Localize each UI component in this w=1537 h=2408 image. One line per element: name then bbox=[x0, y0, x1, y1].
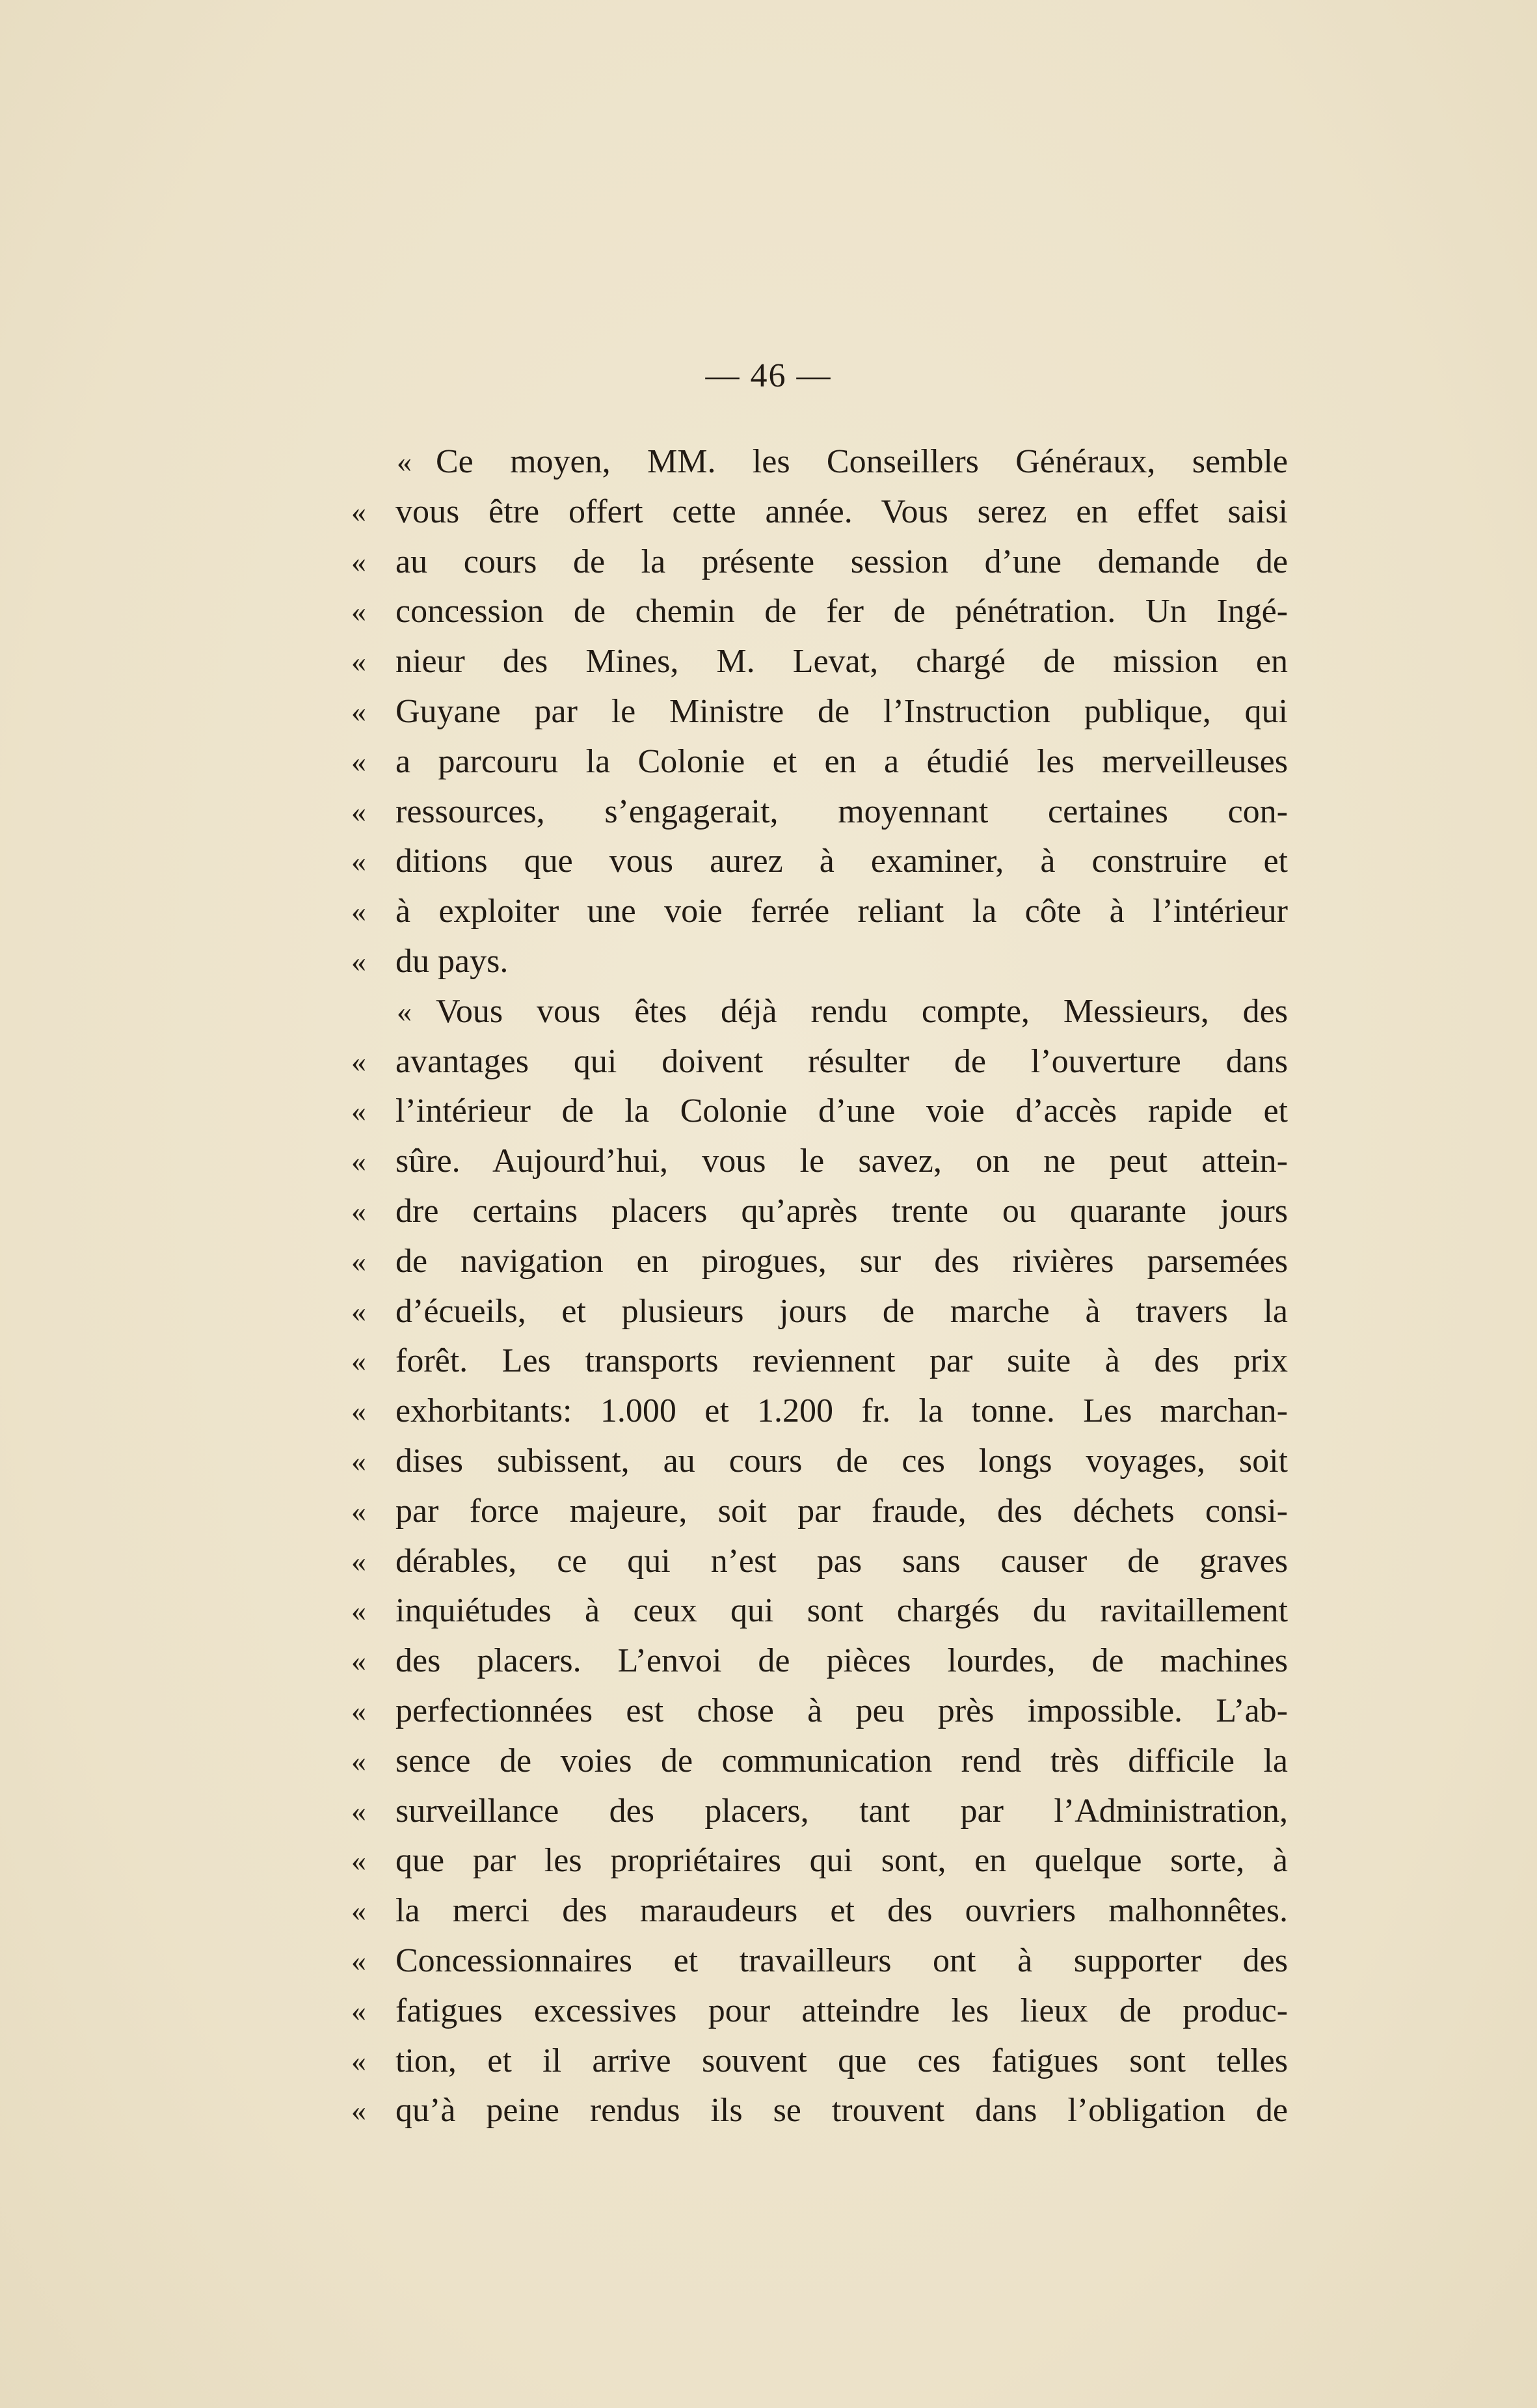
text-line bbox=[351, 1336, 1288, 1387]
quote-mark: « bbox=[351, 1644, 366, 1678]
quote-mark: « bbox=[351, 1194, 366, 1228]
line-text: l’intérieur de la Colonie d’une voie d’accès rapide et bbox=[395, 1092, 1288, 1130]
quote-mark: « bbox=[351, 1994, 366, 2027]
quote-mark: « bbox=[351, 494, 366, 528]
text-line bbox=[351, 1686, 1288, 1737]
line-text: Vous vous êtes déjà rendu compte, Messieurs, des bbox=[436, 992, 1288, 1030]
line-text: vous être offert cette année. Vous serez en effet saisi bbox=[395, 493, 1288, 530]
text-line bbox=[351, 1087, 1288, 1137]
text-line bbox=[351, 1586, 1288, 1636]
text-line bbox=[351, 1487, 1288, 1537]
line-text: ditions que vous aurez à examiner, à construire et bbox=[395, 843, 1288, 880]
text-line bbox=[351, 837, 1288, 887]
text-line bbox=[351, 587, 1288, 637]
quote-mark: « bbox=[351, 1744, 366, 1778]
line-text: au cours de la présente session d’une demande de bbox=[395, 543, 1288, 580]
text-line bbox=[351, 1287, 1288, 1337]
text-line bbox=[351, 537, 1288, 588]
line-text: fatigues excessives pour atteindre les lieux de produc- bbox=[395, 1992, 1288, 2029]
line-text: qu’à peine rendus ils se trouvent dans l’obligation de bbox=[395, 2092, 1288, 2130]
text-line bbox=[351, 2036, 1288, 2087]
text-line bbox=[351, 637, 1288, 687]
quote-mark: « bbox=[351, 1444, 366, 1478]
line-text: Concessionnaires et travailleurs ont à supporter des bbox=[395, 1941, 1288, 1979]
quote-mark: « bbox=[351, 744, 366, 778]
line-text: dre certains placers qu’après trente ou quarante jours bbox=[395, 1192, 1288, 1230]
text-line bbox=[351, 1437, 1288, 1487]
line-text: la merci des maraudeurs et des ouvriers malhonnêtes. bbox=[395, 1892, 1288, 1930]
text-line bbox=[351, 1387, 1288, 1437]
text-line bbox=[351, 987, 1288, 1037]
text-line bbox=[351, 1037, 1288, 1087]
body-text bbox=[351, 437, 1288, 2136]
text-line bbox=[351, 1237, 1288, 1287]
quote-mark: « bbox=[351, 895, 366, 928]
line-text: dérables, ce qui n’est pas sans causer de graves bbox=[395, 1542, 1288, 1580]
line-text: sence de voies de communication rend très difficile la bbox=[395, 1742, 1288, 1779]
text-line bbox=[351, 1137, 1288, 1187]
quote-mark: « bbox=[397, 445, 412, 478]
line-text: que par les propriétaires qui sont, en quelque sorte, à bbox=[395, 1842, 1288, 1880]
line-text: dises subissent, au cours de ces longs voyages, soit bbox=[395, 1442, 1288, 1480]
text-line bbox=[351, 1737, 1288, 1787]
quote-mark: « bbox=[351, 1894, 366, 1928]
quote-mark: « bbox=[351, 1694, 366, 1727]
text-line bbox=[351, 1936, 1288, 1986]
line-text: nieur des Mines, M. Levat, chargé de mission en bbox=[395, 643, 1288, 681]
text-line bbox=[351, 1537, 1288, 1587]
text-line bbox=[351, 2086, 1288, 2136]
line-text: a parcouru la Colonie et en a étudié les merveilleuses bbox=[395, 742, 1288, 780]
quote-mark: « bbox=[351, 645, 366, 679]
quote-mark: « bbox=[351, 2044, 366, 2077]
quote-mark: « bbox=[351, 1394, 366, 1428]
line-text: du pays. bbox=[395, 942, 509, 980]
text-line bbox=[351, 1636, 1288, 1686]
line-text: ressources, s’engagerait, moyennant certaines con- bbox=[395, 792, 1288, 830]
text-line bbox=[351, 1787, 1288, 1837]
line-text: d’écueils, et plusieurs jours de marche à travers la bbox=[395, 1292, 1288, 1330]
quote-mark: « bbox=[351, 694, 366, 728]
quote-mark: « bbox=[351, 944, 366, 978]
line-text: exhorbitants: 1.000 et 1.200 fr. la tonne. Les marchan- bbox=[395, 1392, 1288, 1430]
line-text: forêt. Les transports reviennent par suite à des prix bbox=[395, 1342, 1288, 1380]
text-line bbox=[351, 487, 1288, 537]
quote-mark: « bbox=[397, 994, 412, 1028]
quote-mark: « bbox=[351, 1844, 366, 1878]
quote-mark: « bbox=[351, 1794, 366, 1828]
quote-mark: « bbox=[351, 794, 366, 828]
text-line bbox=[351, 737, 1288, 787]
quote-mark: « bbox=[351, 1044, 366, 1078]
text-line bbox=[351, 787, 1288, 837]
quote-mark: « bbox=[351, 1494, 366, 1528]
quote-mark: « bbox=[351, 2094, 366, 2128]
quote-mark: « bbox=[351, 1344, 366, 1378]
page-number: — 46 — bbox=[705, 357, 832, 394]
line-text: par force majeure, soit par fraude, des déchets consi- bbox=[395, 1492, 1288, 1530]
text-line bbox=[351, 1187, 1288, 1237]
text-line bbox=[351, 937, 1288, 987]
quote-mark: « bbox=[351, 1594, 366, 1628]
quote-mark: « bbox=[351, 845, 366, 878]
line-text: à exploiter une voie ferrée reliant la côte à l’intérieur bbox=[395, 893, 1288, 930]
quote-mark: « bbox=[351, 1244, 366, 1278]
line-text: Ce moyen, MM. les Conseillers Généraux, semble bbox=[436, 443, 1288, 480]
line-text: Guyane par le Ministre de l’Instruction publique, qui bbox=[395, 692, 1288, 730]
quote-mark: « bbox=[351, 1544, 366, 1578]
line-text: inquiétudes à ceux qui sont chargés du ravitaillement bbox=[395, 1592, 1288, 1630]
quote-mark: « bbox=[351, 1144, 366, 1178]
text-line bbox=[351, 437, 1288, 487]
text-line bbox=[351, 887, 1288, 937]
text-line bbox=[351, 687, 1288, 737]
line-text: des placers. L’envoi de pièces lourdes, de machines bbox=[395, 1642, 1288, 1680]
text-line bbox=[351, 1986, 1288, 2036]
quote-mark: « bbox=[351, 545, 366, 578]
text-line bbox=[351, 1886, 1288, 1936]
line-text: avantages qui doivent résulter de l’ouverture dans bbox=[395, 1042, 1288, 1080]
line-text: de navigation en pirogues, sur des rivières parsemées bbox=[395, 1242, 1288, 1280]
text-line bbox=[351, 1836, 1288, 1886]
line-text: perfectionnées est chose à peu près impossible. L’ab- bbox=[395, 1692, 1288, 1729]
quote-mark: « bbox=[351, 1094, 366, 1128]
line-text: sûre. Aujourd’hui, vous le savez, on ne peut attein- bbox=[395, 1143, 1288, 1180]
line-text: tion, et il arrive souvent que ces fatigues sont telles bbox=[395, 2042, 1288, 2079]
line-text: surveillance des placers, tant par l’Administration, bbox=[395, 1792, 1288, 1830]
quote-mark: « bbox=[351, 1294, 366, 1328]
quote-mark: « bbox=[351, 1943, 366, 1977]
quote-mark: « bbox=[351, 595, 366, 629]
line-text: concession de chemin de fer de pénétration. Un Ingé- bbox=[395, 593, 1288, 630]
